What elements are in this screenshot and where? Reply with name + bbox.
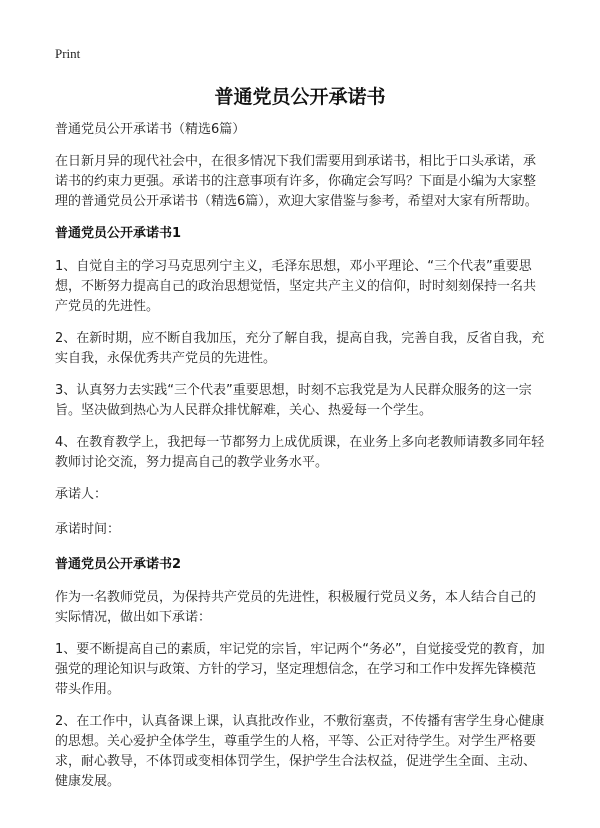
date-line: 承诺时间： [55, 522, 121, 537]
section1-item: 1、自觉自主的学习马克思列宁主义，毛泽东思想，邓小平理论、“三个代表”重要思想，不断努力提高自己的政治思想觉悟，坚定共产主义的信仰，时时刻刻保持一名共产党员的先进性。 [55, 259, 537, 314]
section-heading-1: 普通党员公开承诺书1 [55, 226, 182, 241]
signer-line: 承诺人： [55, 487, 108, 502]
section2-item: 2、在工作中，认真备课上课，认真批改作业，不敷衍塞责，不传播有害学生身心健康的思想。关心爱护全体学生，尊重学生的人格，平等、公正对待学生。对学生严格要求，耐心教导，不体罚或变相体罚学生，保护学生合法权益，促进学生全面、主动、健康发展。 [55, 714, 545, 789]
section2-intro: 作为一名教师党员，为保持共产党员的先进性，积极履行党员义务，本人结合自己的实际情况，做出如下承诺： [55, 590, 537, 625]
intro-paragraph: 在日新月异的现代社会中，在很多情况下我们需要用到承诺书，相比于口头承诺，承诺书的约束力更强。承诺书的注意事项有许多，你确定会写吗？下面是小编为大家整理的普通党员公开承诺书（精选6篇），欢迎大家借鉴与参考，希望对大家有所帮助。 [55, 154, 538, 209]
document-body [55, 120, 547, 804]
section1-item: 3、认真努力去实践“三个代表”重要思想，时刻不忘我党是为人民群众服务的这一宗旨。坚决做到热心为人民群众排忧解难，关心、热爱每一个学生。 [55, 383, 532, 418]
section2-item: 1、要不断提高自己的素质，牢记党的宗旨，牢记两个“务必”，自觉接受党的教育，加强党的理论知识与政策、方针的学习，坚定理想信念，在学习和工作中发挥先锋模范带头作用。 [55, 642, 545, 697]
print-link[interactable]: Print [55, 46, 81, 61]
section1-item: 4、在教育教学上，我把每一节都努力上成优质课，在业务上多向老教师请教多同年轻教师讨论交流，努力提高自己的教学业务水平。 [55, 435, 545, 470]
document-subtitle: 普通党员公开承诺书（精选6篇） [55, 122, 246, 137]
section-heading-2: 普通党员公开承诺书2 [55, 557, 182, 572]
page-title: 普通党员公开承诺书 [214, 86, 386, 108]
section1-item: 2、在新时期，应不断自我加压，充分了解自我，提高自我，完善自我，反省自我，充实自我，永保优秀共产党员的先进性。 [55, 331, 545, 366]
